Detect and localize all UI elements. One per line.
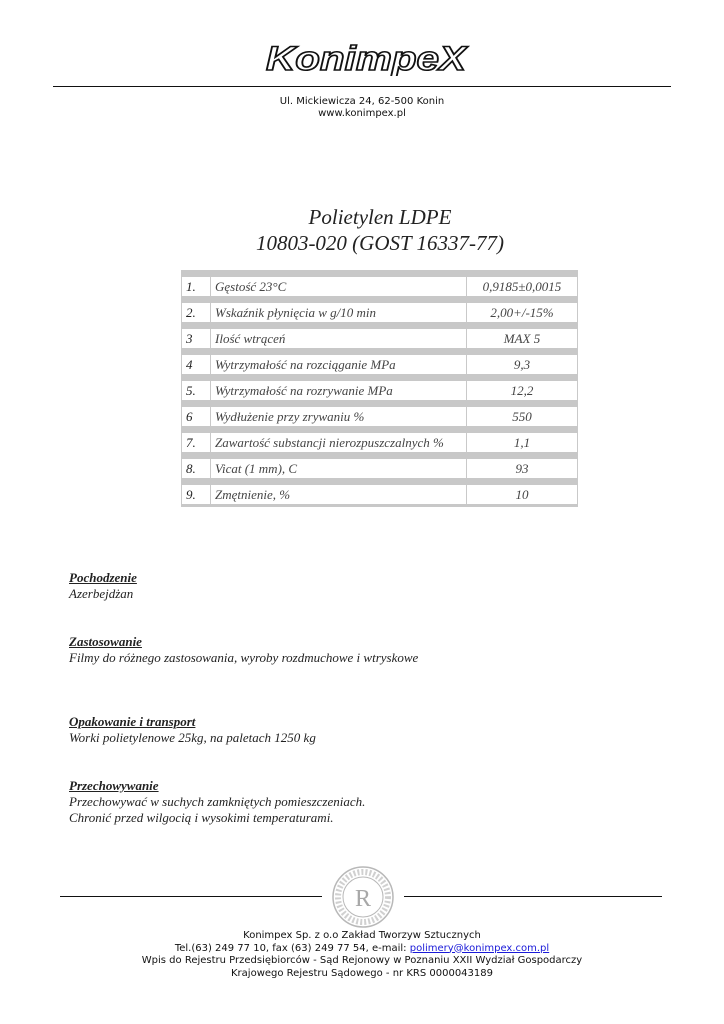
spec-property: Gęstość 23°C: [211, 274, 467, 300]
spec-value: 550: [467, 404, 578, 430]
section-text: Przechowywać w suchych zamkniętych pomieszczeniach.: [69, 794, 366, 809]
product-grade: 10803-020 (GOST 16337-77): [255, 231, 505, 255]
footer-divider-right: [404, 896, 662, 897]
section-text: Chronić przed wilgocią i wysokimi temperaturami.: [69, 810, 334, 825]
spec-property: Vicat (1 mm), C: [211, 456, 467, 482]
spec-number: 9.: [182, 482, 211, 506]
section-heading: Opakowanie i transport: [69, 714, 196, 729]
logo-text: KonimpeX: [266, 40, 469, 76]
spec-value: 12,2: [467, 378, 578, 404]
spec-value: 10: [467, 482, 578, 506]
section-packaging: [69, 714, 669, 746]
header-divider: [53, 86, 671, 87]
spec-row: [182, 378, 578, 404]
spec-row: [182, 352, 578, 378]
footer: [0, 930, 724, 980]
spec-number: 3: [182, 326, 211, 352]
footer-email-link[interactable]: polimery@konimpex.com.pl: [409, 942, 550, 954]
footer-contact-text: Tel.(63) 249 77 10, fax (63) 249 77 54, e-mail:: [174, 942, 410, 954]
spec-row: [182, 326, 578, 352]
footer-registry-1: Wpis do Rejestru Przedsiębiorców - Sąd Rejonowy w Poznaniu XXII Wydział Gospodarczy: [141, 955, 583, 966]
section-origin: [69, 570, 669, 602]
spec-number: 5.: [182, 378, 211, 404]
spec-row: [182, 404, 578, 430]
spec-value: 9,3: [467, 352, 578, 378]
section-heading: Przechowywanie: [69, 778, 159, 793]
spec-value: 2,00+/-15%: [467, 300, 578, 326]
spec-value: 93: [467, 456, 578, 482]
spec-property: Zawartość substancji nierozpuszczalnych %: [211, 430, 467, 456]
spec-number: 4: [182, 352, 211, 378]
section-text: Azerbejdżan: [69, 586, 134, 601]
spec-row: [182, 274, 578, 300]
quality-seal-icon: [331, 865, 395, 929]
spec-property: Wskaźnik płynięcia w g/10 min: [211, 300, 467, 326]
spec-number: 1.: [182, 274, 211, 300]
footer-contact: [0, 943, 724, 956]
spec-number: 2.: [182, 300, 211, 326]
spec-value: 0,9185±0,0015: [467, 274, 578, 300]
footer-divider-left: [60, 896, 322, 897]
specs-table: [181, 270, 578, 507]
footer-company: Konimpex Sp. z o.o Zakład Tworzyw Sztucznych: [243, 930, 481, 941]
spec-value: 1,1: [467, 430, 578, 456]
spec-row: [182, 456, 578, 482]
product-title: [0, 204, 724, 256]
address-line: Ul. Mickiewicza 24, 62-500 Konin: [279, 96, 445, 107]
spec-number: 8.: [182, 456, 211, 482]
section-application: [69, 634, 669, 666]
company-logo: [262, 40, 472, 76]
spec-number: 7.: [182, 430, 211, 456]
section-storage: [69, 778, 669, 826]
seal-letter: R: [354, 886, 372, 912]
section-heading: Zastosowanie: [69, 634, 142, 649]
footer-registry-2: Krajowego Rejestru Sądowego - nr KRS 0000043189: [231, 967, 493, 979]
section-text: Worki polietylenowe 25kg, na paletach 1250 kg: [69, 730, 316, 745]
spec-value: MAX 5: [467, 326, 578, 352]
spec-property: Ilość wtrąceń: [211, 326, 467, 352]
website-link[interactable]: www.konimpex.pl: [318, 108, 406, 119]
spec-property: Wydłużenie przy zrywaniu %: [211, 404, 467, 430]
konimpex-logo-icon: [262, 40, 472, 76]
section-text: Filmy do różnego zastosowania, wyroby rozdmuchowe i wtryskowe: [69, 650, 419, 665]
quality-seal: [331, 865, 395, 929]
spec-property: Wytrzymałość na rozciąganie MPa: [211, 352, 467, 378]
header-address: [0, 96, 724, 120]
spec-number: 6: [182, 404, 211, 430]
product-name: Polietylen LDPE: [308, 205, 452, 229]
section-heading: Pochodzenie: [69, 570, 137, 585]
spec-row: [182, 482, 578, 506]
spec-row: [182, 430, 578, 456]
spec-property: Zmętnienie, %: [211, 482, 467, 506]
spec-property: Wytrzymałość na rozrywanie MPa: [211, 378, 467, 404]
spec-row: [182, 300, 578, 326]
